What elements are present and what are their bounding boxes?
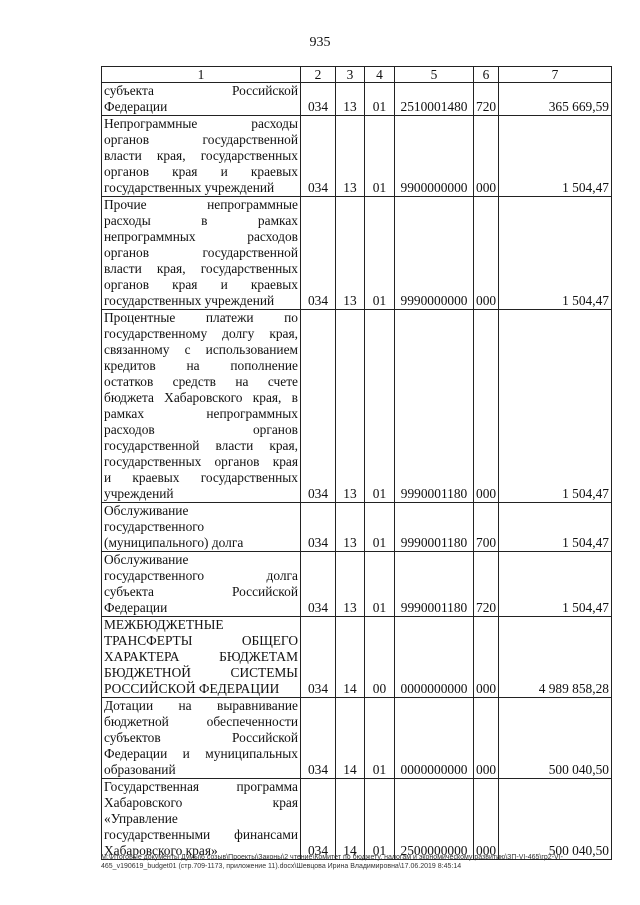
code-subsection-cell: 01 xyxy=(365,116,395,197)
code-subsection-cell: 01 xyxy=(365,503,395,552)
row-name-line: рамках непрограммных xyxy=(104,406,298,421)
code-section-cell: 13 xyxy=(336,552,365,617)
row-name-line: государственных органов края xyxy=(104,454,298,469)
code-type-cell: 000 xyxy=(474,310,499,503)
row-name-line: Процентные платежи по xyxy=(104,310,298,325)
page-number: 935 xyxy=(309,35,331,50)
code-admin-cell: 034 xyxy=(301,779,336,860)
row-name-line: Государственная программа xyxy=(104,779,298,794)
code-target-cell: 9990001180 xyxy=(395,552,474,617)
row-name-cell xyxy=(102,83,301,116)
row-name-line: бюджетной обеспеченности xyxy=(104,714,298,729)
row-name-line: РОССИЙСКОЙ ФЕДЕРАЦИИ xyxy=(104,681,280,696)
row-name-line: остатков средств на счете xyxy=(104,374,298,389)
code-admin-cell: 034 xyxy=(301,552,336,617)
code-target-cell: 0000000000 xyxy=(395,617,474,698)
amount-cell: 365 669,59 xyxy=(499,83,612,116)
row-name-line: Федерации xyxy=(104,600,168,615)
code-admin-cell: 034 xyxy=(301,197,336,310)
table-header-row xyxy=(102,67,612,83)
code-section-cell: 13 xyxy=(336,197,365,310)
code-subsection-cell: 01 xyxy=(365,552,395,617)
row-name-line: государственного долга xyxy=(104,568,298,583)
code-section-cell: 13 xyxy=(336,116,365,197)
row-name-line: органов государственной xyxy=(104,245,298,260)
row-name-line: связанному с использованием xyxy=(104,342,298,357)
code-admin-cell: 034 xyxy=(301,503,336,552)
table-row xyxy=(102,698,612,779)
code-target-cell: 9990000000 xyxy=(395,197,474,310)
code-admin-cell: 034 xyxy=(301,310,336,503)
table-row xyxy=(102,503,612,552)
row-name-line: органов государственной xyxy=(104,132,298,147)
row-name-line: (муниципального) долга xyxy=(104,535,244,550)
row-name-line: Непрограммные расходы xyxy=(104,116,298,131)
code-target-cell: 9990001180 xyxy=(395,503,474,552)
code-target-cell: 9990001180 xyxy=(395,310,474,503)
code-type-cell: 720 xyxy=(474,552,499,617)
row-name-line: учреждений xyxy=(104,486,174,501)
code-section-cell: 13 xyxy=(336,310,365,503)
row-name-line: Обслуживание xyxy=(104,552,189,567)
header-cell: 5 xyxy=(395,67,474,83)
code-section-cell: 14 xyxy=(336,698,365,779)
row-name-line: Дотации на выравнивание xyxy=(104,698,298,713)
footer-path-line: 465_v190619_budget01 (стр.709-1173, приложение 11).docx\Шевцова Ирина Владимировна\17.06.2019 8:45:14 xyxy=(101,863,462,870)
code-admin-cell: 034 xyxy=(301,617,336,698)
code-subsection-cell: 01 xyxy=(365,310,395,503)
row-name-line: расходы в рамках xyxy=(104,213,298,228)
table-row xyxy=(102,552,612,617)
row-name-line: Федерации xyxy=(104,99,168,114)
row-name-line: МЕЖБЮДЖЕТНЫЕ xyxy=(104,617,224,632)
header-cell: 1 xyxy=(102,67,301,83)
code-type-cell: 000 xyxy=(474,698,499,779)
amount-cell: 4 989 858,28 xyxy=(499,617,612,698)
table-row xyxy=(102,83,612,116)
row-name-line: Хабаровского края xyxy=(104,795,298,810)
row-name-cell xyxy=(102,503,301,552)
header-cell: 7 xyxy=(499,67,612,83)
code-subsection-cell: 01 xyxy=(365,83,395,116)
code-type-cell: 000 xyxy=(474,116,499,197)
code-admin-cell: 034 xyxy=(301,116,336,197)
row-name-line: ХАРАКТЕРА БЮДЖЕТАМ xyxy=(104,649,298,664)
row-name-cell xyxy=(102,698,301,779)
code-type-cell: 000 xyxy=(474,617,499,698)
row-name-line: субъекта Российской xyxy=(104,83,298,98)
row-name-line: расходов органов xyxy=(104,422,298,437)
budget-table xyxy=(101,66,612,860)
table-row xyxy=(102,779,612,860)
amount-cell: 1 504,47 xyxy=(499,116,612,197)
row-name-line: и краевых государственных xyxy=(104,470,298,485)
amount-cell: 500 040,50 xyxy=(499,779,612,860)
row-name-line: Прочие непрограммные xyxy=(104,197,298,212)
row-name-line: субъектов Российской xyxy=(104,730,298,745)
code-section-cell: 13 xyxy=(336,503,365,552)
code-type-cell: 700 xyxy=(474,503,499,552)
code-section-cell: 14 xyxy=(336,779,365,860)
row-name-line: бюджета Хабаровского края, в xyxy=(104,390,298,405)
row-name-line: ТРАНСФЕРТЫ ОБЩЕГО xyxy=(104,633,298,648)
code-subsection-cell: 00 xyxy=(365,617,395,698)
code-target-cell: 2510001480 xyxy=(395,83,474,116)
code-type-cell: 000 xyxy=(474,779,499,860)
header-cell: 2 xyxy=(301,67,336,83)
row-name-line: кредитов на пополнение xyxy=(104,358,298,373)
row-name-line: государственными финансами xyxy=(104,827,298,842)
row-name-line: «Управление xyxy=(104,811,178,826)
code-type-cell: 000 xyxy=(474,197,499,310)
code-type-cell: 720 xyxy=(474,83,499,116)
row-name-line: Хабаровского края» xyxy=(104,843,218,858)
code-subsection-cell: 01 xyxy=(365,779,395,860)
row-name-line: государственного xyxy=(104,519,205,534)
amount-cell: 1 504,47 xyxy=(499,310,612,503)
code-target-cell: 0000000000 xyxy=(395,698,474,779)
row-name-line: государственных учреждений xyxy=(104,180,275,195)
table-row xyxy=(102,116,612,197)
row-name-line: власти края, государственных xyxy=(104,261,298,276)
code-section-cell: 13 xyxy=(336,83,365,116)
header-cell: 3 xyxy=(336,67,365,83)
row-name-line: органов края и краевых xyxy=(104,164,298,179)
table-row xyxy=(102,310,612,503)
code-target-cell: 9900000000 xyxy=(395,116,474,197)
code-subsection-cell: 01 xyxy=(365,197,395,310)
code-admin-cell: 034 xyxy=(301,698,336,779)
table-row xyxy=(102,197,612,310)
row-name-line: государственных учреждений xyxy=(104,293,275,308)
amount-cell: 1 504,47 xyxy=(499,503,612,552)
row-name-line: власти края, государственных xyxy=(104,148,298,163)
row-name-line: государственной власти края, xyxy=(104,438,298,453)
header-cell: 4 xyxy=(365,67,395,83)
row-name-cell xyxy=(102,116,301,197)
code-section-cell: 14 xyxy=(336,617,365,698)
row-name-cell xyxy=(102,779,301,860)
table-row xyxy=(102,617,612,698)
row-name-cell xyxy=(102,310,301,503)
amount-cell: 500 040,50 xyxy=(499,698,612,779)
row-name-line: Обслуживание xyxy=(104,503,189,518)
row-name-line: субъекта Российской xyxy=(104,584,298,599)
row-name-cell xyxy=(102,552,301,617)
row-name-cell xyxy=(102,197,301,310)
code-admin-cell: 034 xyxy=(301,83,336,116)
footer-path-line: M:\Итоговые документы Думы\6 созыв\Проекты\Законы\2 чтение\Комитет по бюджету, налогам и экономическому развитию\ЗП-VI-465\гр2-VI- xyxy=(101,854,563,861)
row-name-line: образований xyxy=(104,762,176,777)
row-name-line: непрограммных расходов xyxy=(104,229,298,244)
header-cell: 6 xyxy=(474,67,499,83)
code-target-cell: 2500000000 xyxy=(395,779,474,860)
amount-cell: 1 504,47 xyxy=(499,552,612,617)
row-name-line: государственному долгу края, xyxy=(104,326,298,341)
document-footer xyxy=(101,853,613,871)
row-name-line: Федерации и муниципальных xyxy=(104,746,298,761)
amount-cell: 1 504,47 xyxy=(499,197,612,310)
row-name-cell xyxy=(102,617,301,698)
code-subsection-cell: 01 xyxy=(365,698,395,779)
row-name-line: БЮДЖЕТНОЙ СИСТЕМЫ xyxy=(104,665,298,680)
row-name-line: органов края и краевых xyxy=(104,277,298,292)
